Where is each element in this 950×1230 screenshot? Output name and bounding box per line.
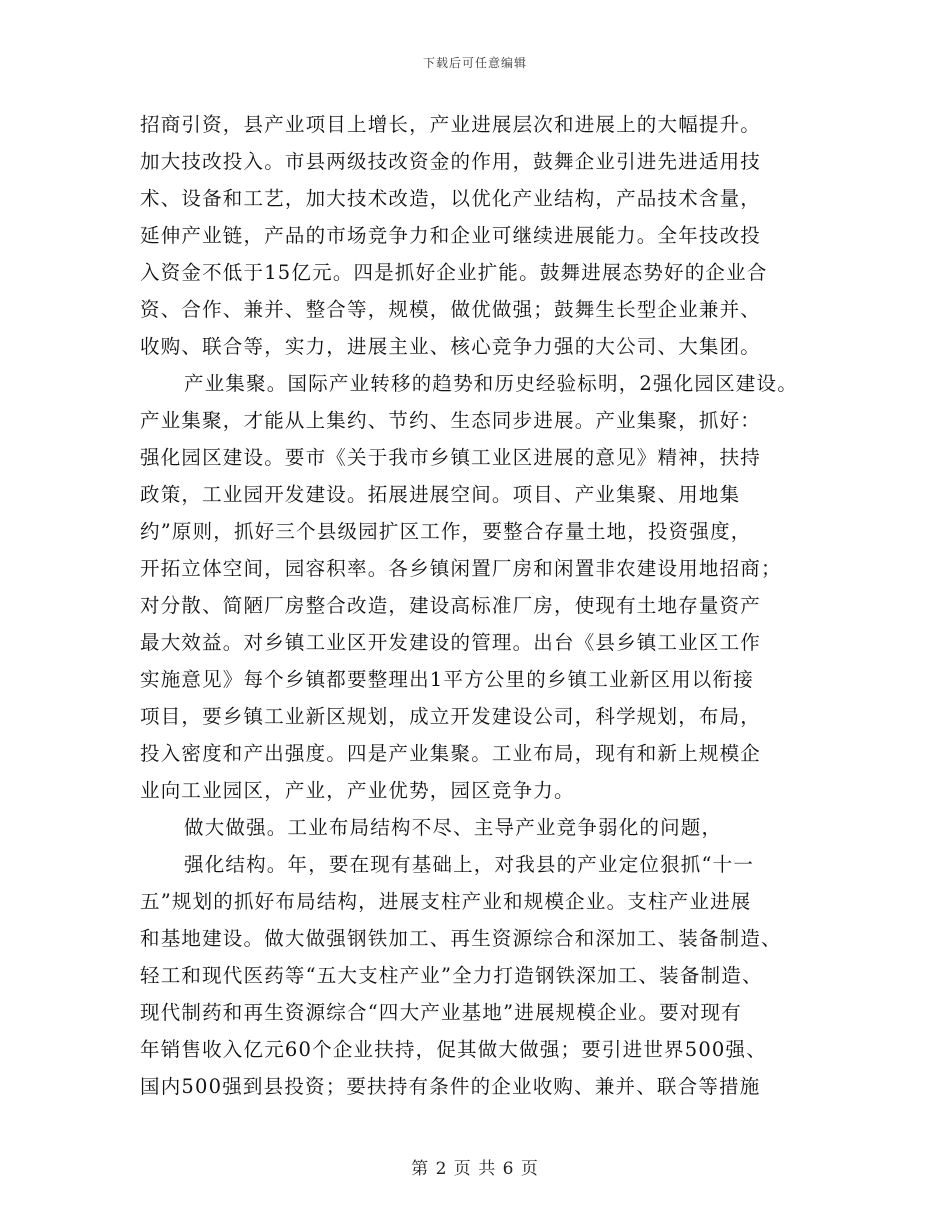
page-footer: 第 2 页 共 6 页 <box>411 1159 539 1179</box>
text-line: 实施意见》每个乡镇都要整理出1平方公里的乡镇工业新区用以衔接 <box>140 668 754 691</box>
text-line: 产业集聚。国际产业转移的趋势和历史经验标明，2强化园区建设。 <box>184 372 798 395</box>
text-line: 强化园区建设。要市《关于我市乡镇工业区进展的意见》精神，扶持 <box>140 446 762 469</box>
text-line: 轻工和现代医药等“五大支柱产业”全力打造钢铁深加工、装备制造、 <box>140 964 763 987</box>
page-header: 下载后可任意编辑 <box>422 56 527 70</box>
text-line: 现代制药和再生资源综合“四大产业基地”进展规模企业。要对现有 <box>140 1001 742 1024</box>
text-line: 入资金不低于15亿元。四是抓好企业扩能。鼓舞进展态势好的企业合 <box>140 261 768 284</box>
text-line: 资、合作、兼并、整合等，规模，做优做强；鼓舞生长型企业兼并、 <box>140 298 762 321</box>
text-line: 约”原则，抓好三个县级园扩区工作，要整合存量土地，投资强度， <box>140 520 752 543</box>
text-line: 国内500强到县投资；要扶持有条件的企业收购、兼并、联合等措施 <box>140 1075 761 1098</box>
text-line: 加大技改投入。市县两级技改资金的作用，鼓舞企业引进先进适用技 <box>140 150 762 173</box>
text-line: 项目，要乡镇工业新区规划，成立开发建设公司，科学规划，布局， <box>140 705 762 728</box>
text-line: 产业集聚，才能从上集约、节约、生态同步进展。产业集聚，抓好： <box>140 409 762 432</box>
text-line: 业向工业园区，产业，产业优势，园区竞争力。 <box>140 779 575 802</box>
text-line: 和基地建设。做大做强钢铁加工、再生资源综合和深加工、装备制造、 <box>140 927 782 950</box>
text-line: 政策，工业园开发建设。拓展进展空间。项目、产业集聚、用地集 <box>140 483 741 506</box>
text-line: 五”规划的抓好布局结构，进展支柱产业和规模企业。支柱产业进展 <box>140 890 752 913</box>
text-line: 最大效益。对乡镇工业区开发建设的管理。出台《县乡镇工业区工作 <box>140 631 762 654</box>
text-line: 术、设备和工艺，加大技术改造，以优化产业结构，产品技术含量， <box>140 187 762 210</box>
text-line: 做大做强。工业布局结构不尽、主导产业竞争弱化的问题， <box>184 816 723 839</box>
text-line: 年销售收入亿元60个企业扶持，促其做大做强；要引进世界500强、 <box>140 1038 767 1061</box>
text-line: 对分散、简陋厂房整合改造，建设高标准厂房，使现有土地存量资产 <box>140 594 762 617</box>
text-line: 强化结构。年，要在现有基础上，对我县的产业定位狠抓“十一 <box>184 853 755 876</box>
document-body <box>140 106 830 1105</box>
text-line: 开拓立体空间，园容积率。各乡镇闲置厂房和闲置非农建设用地招商； <box>140 557 782 580</box>
text-line: 投入密度和产出强度。四是产业集聚。工业布局，现有和新上规模企 <box>140 742 762 765</box>
text-line: 收购、联合等，实力，进展主业、核心竞争力强的大公司、大集团。 <box>140 335 762 358</box>
text-line: 延伸产业链，产品的市场竞争力和企业可继续进展能力。全年技改投 <box>140 224 762 247</box>
text-line: 招商引资，县产业项目上增长，产业进展层次和进展上的大幅提升。 <box>140 113 762 136</box>
